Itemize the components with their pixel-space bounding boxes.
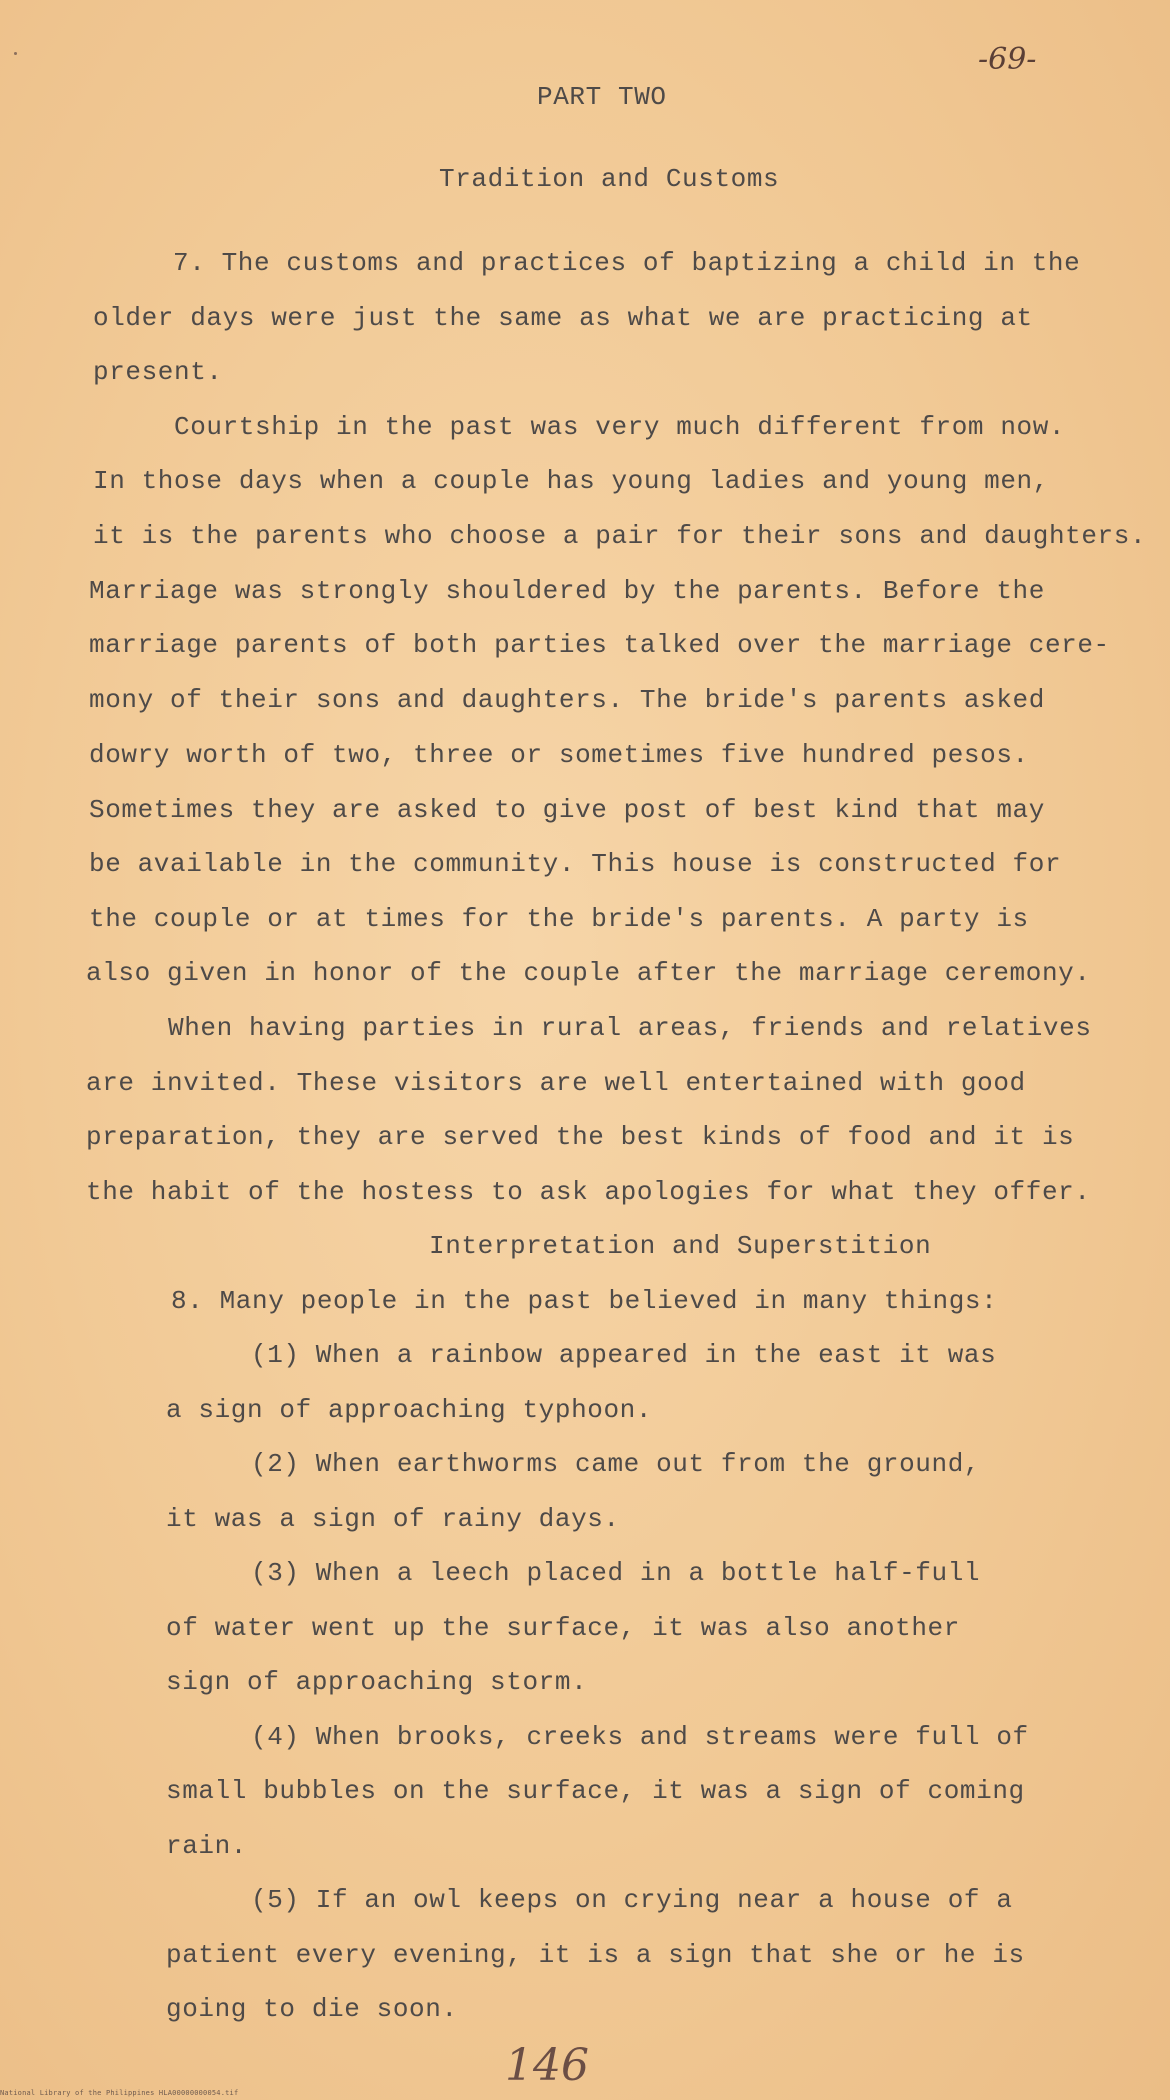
text-line: sign of approaching storm. <box>166 1667 588 1697</box>
text-line: dowry worth of two, three or sometimes five hundred pesos. <box>89 740 1029 770</box>
part-heading: PART TWO <box>537 82 667 112</box>
text-line: (3) When a leech placed in a bottle half-full <box>251 1558 981 1588</box>
page-number: -69- <box>978 42 1037 77</box>
text-line: (5) If an owl keeps on crying near a house of a <box>251 1885 1013 1915</box>
text-line: older days were just the same as what we are practicing at <box>93 303 1033 333</box>
text-line: be available in the community. This house is constructed for <box>89 849 1062 879</box>
text-line: also given in honor of the couple after the marriage ceremony. <box>86 958 1091 988</box>
text-line: going to die soon. <box>166 1994 458 2024</box>
text-line: (4) When brooks, creeks and streams were full of <box>251 1722 1029 1752</box>
text-line: Courtship in the past was very much different from now. <box>174 412 1066 442</box>
text-line: it was a sign of rainy days. <box>166 1504 620 1534</box>
text-line: a sign of approaching typhoon. <box>166 1395 653 1425</box>
text-line: are invited. These visitors are well entertained with good <box>86 1068 1026 1098</box>
scan-footer: National Library of the Philippines HLA00000000054.tif <box>0 2089 239 2097</box>
handwritten-page-number: 146 <box>505 2040 589 2091</box>
text-line: 7. The customs and practices of baptizing a child in the <box>173 248 1081 278</box>
text-line: (1) When a rainbow appeared in the east it was <box>251 1340 997 1370</box>
text-line: When having parties in rural areas, friends and relatives <box>168 1013 1092 1043</box>
text-line: patient every evening, it is a sign that she or he is <box>166 1940 1025 1970</box>
text-line: marriage parents of both parties talked over the marriage cere- <box>89 630 1110 660</box>
text-line: In those days when a couple has young ladies and young men, <box>93 466 1049 496</box>
text-line: the couple or at times for the bride's parents. A party is <box>89 904 1029 934</box>
text-line: present. <box>93 357 223 387</box>
scan-speck <box>14 52 17 55</box>
text-line: Marriage was strongly shouldered by the parents. Before the <box>89 576 1045 606</box>
text-line: (2) When earthworms came out from the ground, <box>251 1449 981 1479</box>
section-heading-tradition: Tradition and Customs <box>439 164 780 194</box>
text-line: of water went up the surface, it was also another <box>166 1613 960 1643</box>
text-line: preparation, they are served the best kinds of food and it is <box>86 1122 1075 1152</box>
text-line: Sometimes they are asked to give post of best kind that may <box>89 795 1045 825</box>
text-line: it is the parents who choose a pair for their sons and daughters. <box>93 521 1147 551</box>
text-line: the habit of the hostess to ask apologies for what they offer. <box>86 1177 1091 1207</box>
text-line: small bubbles on the surface, it was a sign of coming <box>166 1776 1025 1806</box>
section-heading-superstition: Interpretation and Superstition <box>429 1231 932 1261</box>
text-line: mony of their sons and daughters. The bride's parents asked <box>89 685 1045 715</box>
text-line: rain. <box>166 1831 248 1861</box>
text-line: 8. Many people in the past believed in many things: <box>171 1286 998 1316</box>
